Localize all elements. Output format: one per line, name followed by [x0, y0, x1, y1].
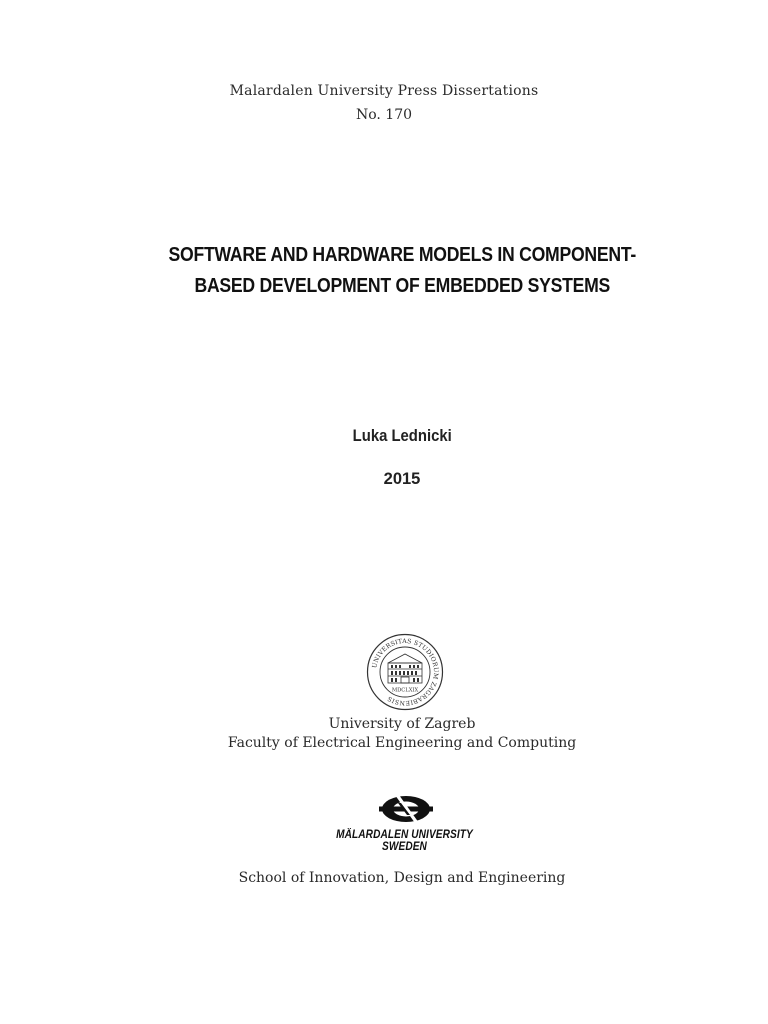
mdh-name-line-2: SWEDEN [381, 841, 427, 853]
title-line-1: SOFTWARE AND HARDWARE MODELS IN COMPONENT- [168, 243, 637, 266]
svg-text:UNIVERSITAS STUDIORUM ZAGRABIE: UNIVERSITAS STUDIORUM ZAGRABIENSIS [371, 637, 440, 707]
dissertation-title [57, 239, 717, 301]
mdh-name-line-1: MÄLARDALEN UNIVERSITY [336, 829, 473, 841]
series-number: No. 170 [355, 107, 413, 123]
title-line-2: BASED DEVELOPMENT OF EMBEDDED SYSTEMS [194, 274, 611, 297]
svg-text:MDCLXIX: MDCLXIX [391, 687, 419, 694]
author-name: Luka Lednicki [352, 427, 452, 445]
university-name: University of Zagreb [328, 716, 476, 732]
publication-year: 2015 [383, 470, 421, 488]
series-title: Malardalen University Press Dissertations [229, 83, 539, 99]
school-name: School of Innovation, Design and Engineering [238, 870, 566, 886]
mdh-logo [379, 794, 433, 824]
zagreb-seal-logo [366, 633, 444, 711]
building-icon [388, 654, 422, 683]
mdh-university-name [49, 829, 725, 853]
faculty-name: Faculty of Electrical Engineering and Computing [227, 735, 577, 751]
